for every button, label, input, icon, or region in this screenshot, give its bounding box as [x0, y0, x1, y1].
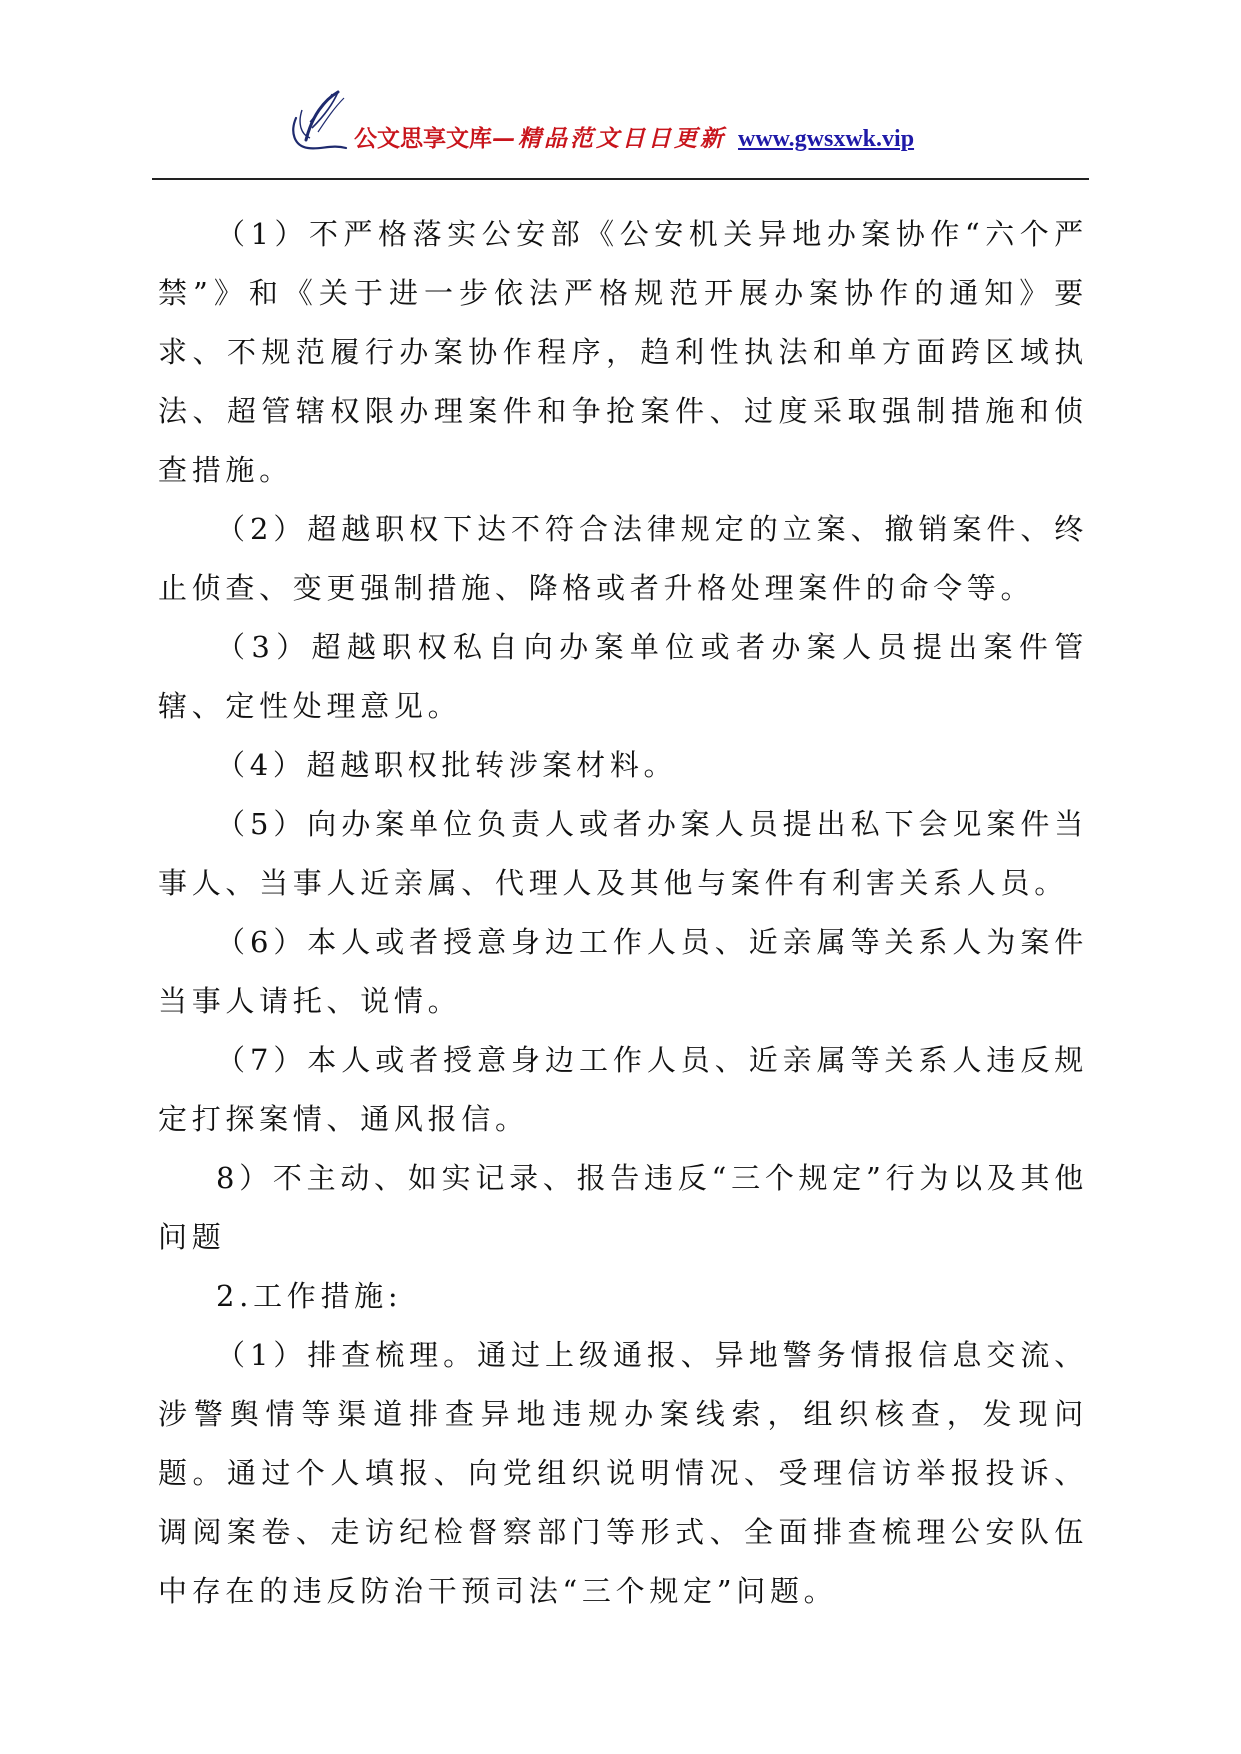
paragraph: （2）超越职权下达不符合法律规定的立案、撤销案件、终止侦查、变更强制措施、降格或者升格处理案件的命令等。 [158, 512, 1088, 605]
section-heading: 2.工作措施: [216, 1279, 403, 1313]
paragraph: （5）向办案单位负责人或者办案人员提出私下会见案件当事人、当事人近亲属、代理人及其他与案件有利害关系人员。 [158, 807, 1088, 900]
website-link[interactable]: www.gwsxwk.vip [738, 126, 915, 152]
paragraph: （1）排查梳理。通过上级通报、异地警务情报信息交流、涉警舆情等渠道排查异地违规办案线索，组织核查，发现问题。通过个人填报、向党组织说明情况、受理信访举报投诉、调阅案卷、走访纪检督察部门等形式、全面排查梳理公安队伍中存在的违反防治干预司法“三个规定”问题。 [158, 1338, 1088, 1608]
paragraph: （1）不严格落实公安部《公安机关异地办案协作“六个严禁”》和《关于进一步依法严格规范开展办案协作的通知》要求、不规范履行办案协作程序，趋利性执法和单方面跨区域执法、超管辖权限办理案件和争抢案件、过度采取强制措施和侦查措施。 [158, 217, 1088, 487]
header-divider [152, 178, 1089, 180]
paragraph: 8）不主动、如实记录、报告违反“三个规定”行为以及其他问题 [158, 1161, 1088, 1254]
paragraph: （7）本人或者授意身边工作人员、近亲属等关系人违反规定打探案情、通风报信。 [158, 1043, 1088, 1136]
brand-slogan: —精品范文日日更新 [492, 125, 726, 152]
header-title [354, 120, 914, 153]
paragraph: （3）超越职权私自向办案单位或者办案人员提出案件管辖、定性处理意见。 [158, 630, 1088, 723]
paragraph: （6）本人或者授意身边工作人员、近亲属等关系人为案件当事人请托、说情。 [158, 925, 1088, 1018]
paragraph: （4）超越职权批转涉案材料。 [216, 748, 678, 782]
brand-name: 公文思享文库 [354, 125, 492, 152]
quill-pen-logo-icon [288, 88, 350, 154]
document-body [158, 205, 1088, 1621]
